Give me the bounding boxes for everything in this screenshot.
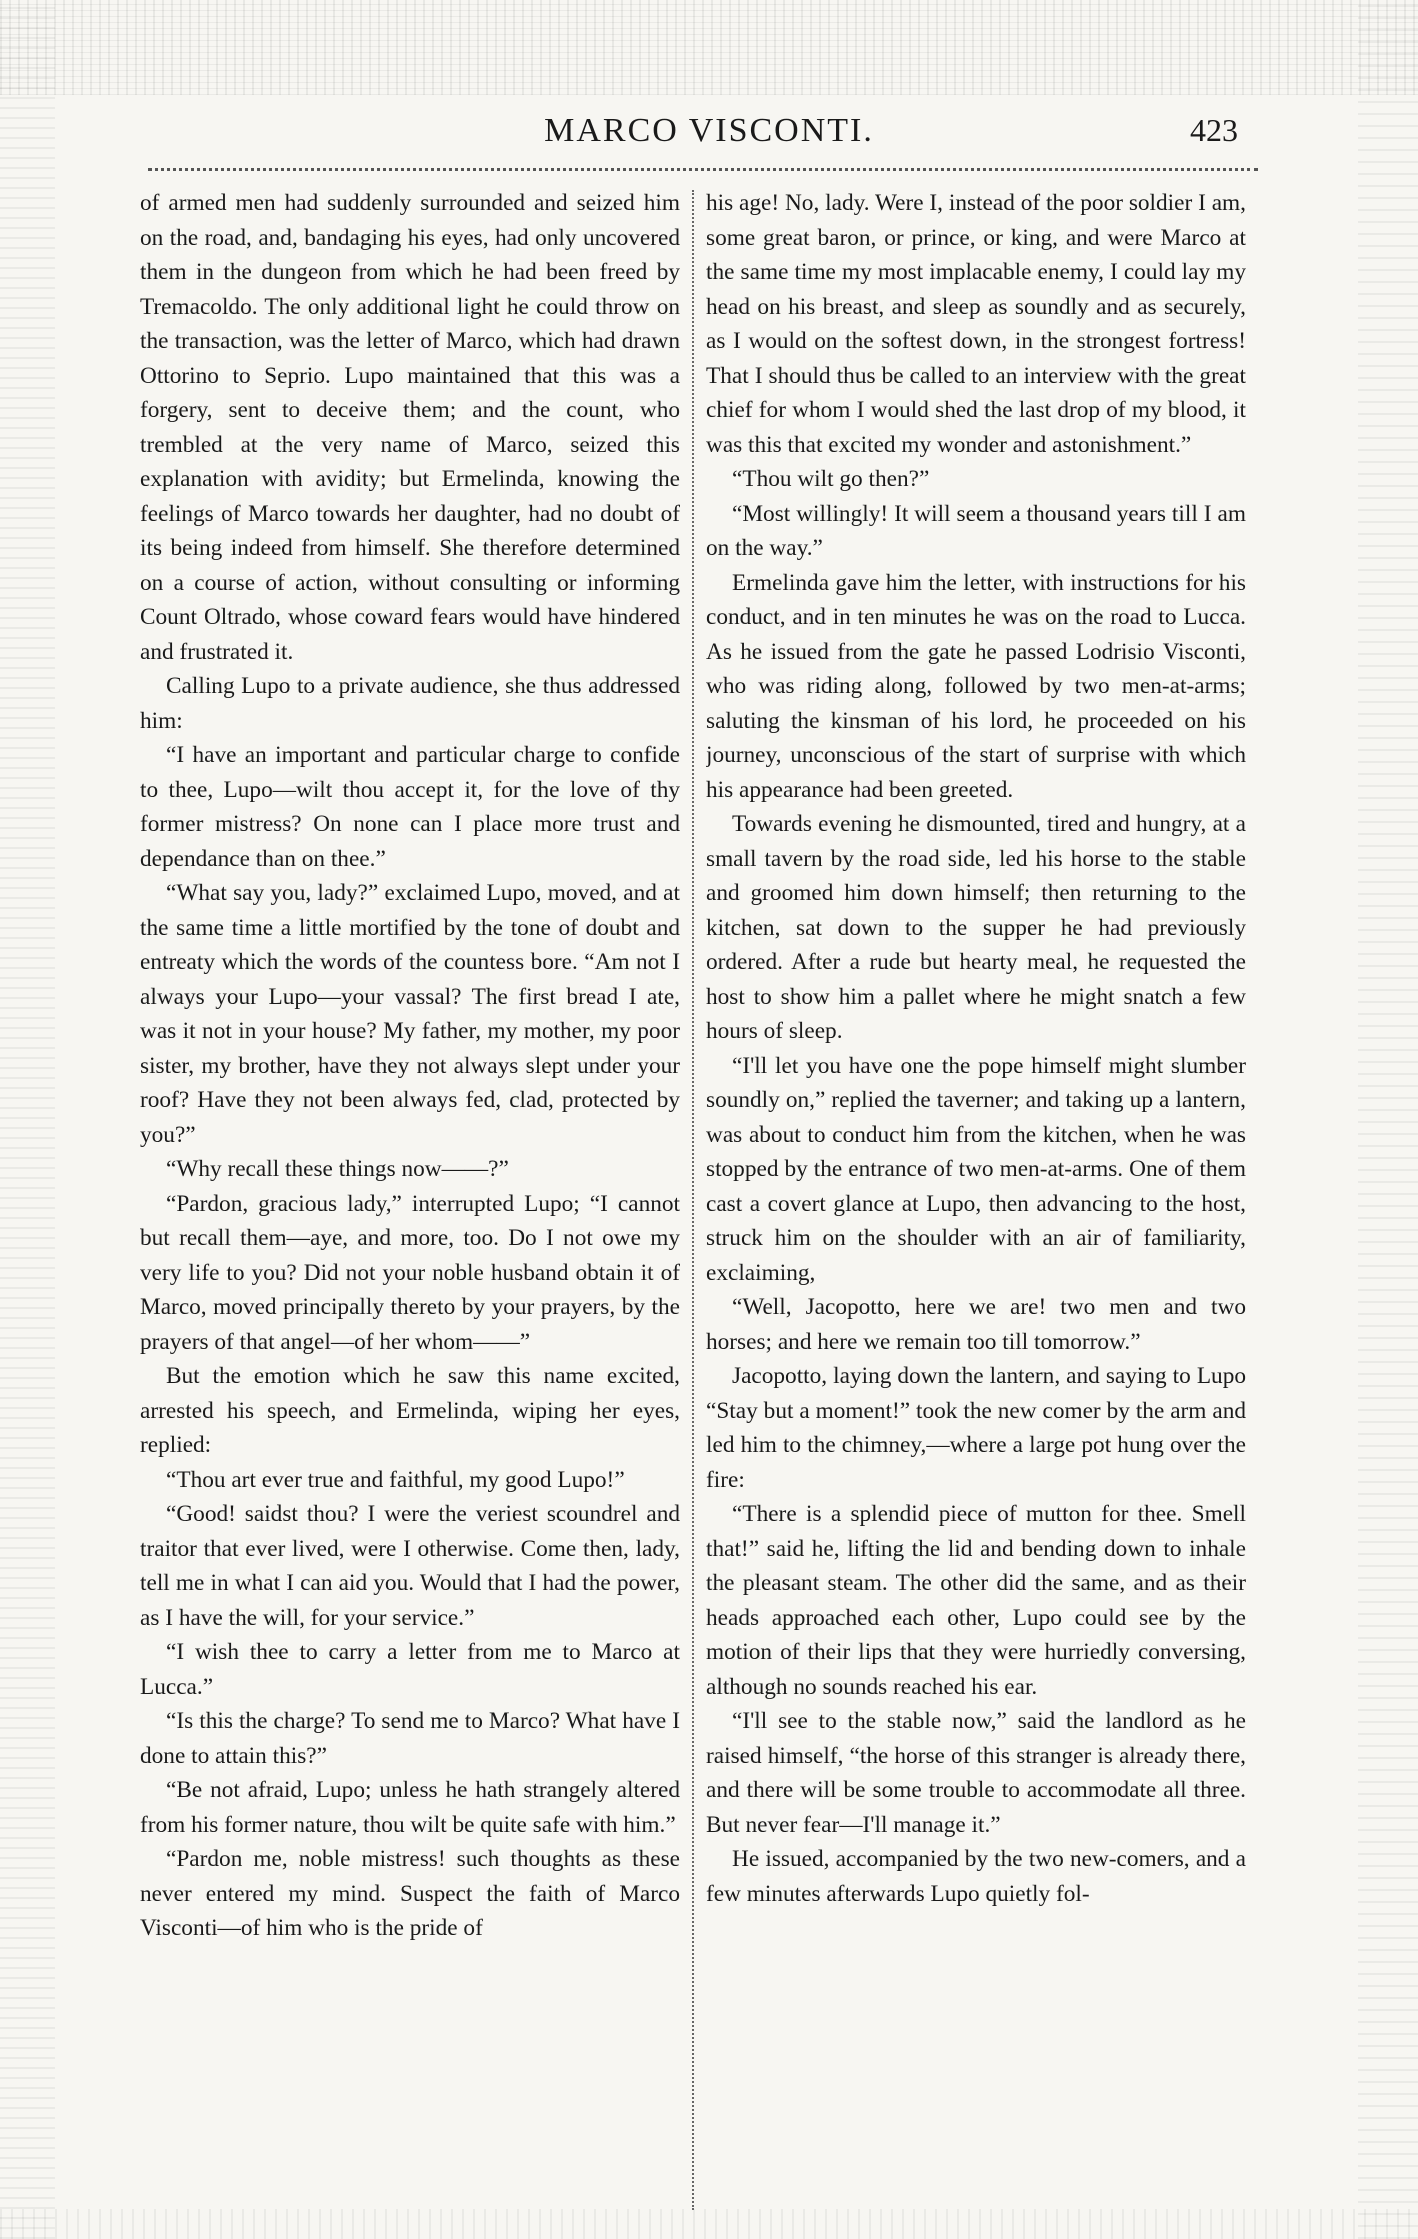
paragraph: Towards evening he dismounted, tired and hungry, at a small tavern by the road side, led his horse to the stable and groomed him down himself; then returning to the kitchen, sat down to the supper he had previously ordered. After a rude but hearty meal, he requested the host to show him a pallet where he might snatch a few hours of sleep. xyxy=(706,811,1246,1044)
scan-noise-right xyxy=(1358,0,1418,2239)
scan-noise-top xyxy=(0,0,1418,95)
right-column xyxy=(706,186,1246,2216)
running-head xyxy=(0,112,1418,162)
page-number: 423 xyxy=(1190,112,1238,148)
paragraph: “Thou art ever true and faithful, my good Lupo!” xyxy=(166,1466,625,1493)
header-rule xyxy=(148,168,1258,171)
paragraph: “There is a splendid piece of mutton for thee. Smell that!” said he, lifting the lid and bending down to inhale the pleasant steam. The other did the same, and as their heads approached each other, Lupo could see by the motion of their lips that they were hurriedly conversing, although no sounds reached his ear. xyxy=(706,1501,1246,1700)
column-divider xyxy=(692,190,694,2210)
paragraph: “Is this the charge? To send me to Marco? What have I done to attain this?” xyxy=(140,1708,680,1769)
paragraph: his age! No, lady. Were I, instead of the poor soldier I am, some great baron, or prince, or king, and were Marco at the same time my most implacable enemy, I could lay my head on his breast, and sleep as soundly and as securely, as I would on the softest down, in the strongest fortress! That I should thus be called to an interview with the great chief for whom I would shed the last drop of my blood, it was this that excited my wonder and astonishment.” xyxy=(706,190,1246,458)
paragraph: “I'll see to the stable now,” said the landlord as he raised himself, “the horse of this stranger is already there, and there will be some trouble to accommodate all three. But never fear—I'll manage it.” xyxy=(706,1708,1246,1838)
paragraph: “Most willingly! It will seem a thousand years till I am on the way.” xyxy=(706,500,1246,561)
paragraph: Jacopotto, laying down the lantern, and saying to Lupo “Stay but a moment!” took the new comer by the arm and led him to the chimney,—where a large pot hung over the fire: xyxy=(706,1363,1246,1493)
paragraph: But the emotion which he saw this name excited, arrested his speech, and Ermelinda, wiping her eyes, replied: xyxy=(140,1363,680,1458)
left-column xyxy=(140,186,680,2216)
paragraph: “Thou wilt go then?” xyxy=(732,466,930,492)
paragraph: “Well, Jacopotto, here we are! two men and two horses; and here we remain too till tomorrow.” xyxy=(706,1294,1246,1355)
paragraph: “What say you, lady?” exclaimed Lupo, moved, and at the same time a little mortified by the tone of doubt and entreaty which the words of the countess bore. “Am not I always your Lupo—your vassal? The first bread I ate, was it not in your house? My father, my mother, my poor sister, my brother, have they not always slept under your roof? Have they not been always fed, clad, protected by you?” xyxy=(140,880,680,1148)
paragraph: of armed men had suddenly surrounded and seized him on the road, and, bandaging his eyes, had only uncovered them in the dungeon from which he had been freed by Tremacoldo. The only additional light he could throw on the transaction, was the letter of Marco, which had drawn Ottorino to Seprio. Lupo maintained that this was a forgery, sent to deceive them; and the count, who trembled at the very name of Marco, seized this explanation with avidity; but Ermelinda, knowing the feelings of Marco towards her daughter, had no doubt of its being indeed from himself. She therefore determined on a course of action, without consulting or informing Count Oltrado, whose coward fears would have hindered and frustrated it. xyxy=(140,190,680,665)
paragraph: “Pardon me, noble mistress! such thoughts as these never entered my mind. Suspect the faith of Marco Visconti—of him who is the pride of xyxy=(140,1846,680,1941)
paragraph: He issued, accompanied by the two new-comers, and a few minutes afterwards Lupo quietly fol- xyxy=(706,1846,1246,1907)
paragraph: “Pardon, gracious lady,” interrupted Lupo; “I cannot but recall them—aye, and more, too. Do I not owe my very life to you? Did not your noble husband obtain it of Marco, moved principally thereto by your prayers, by the prayers of that angel—of her whom——” xyxy=(140,1190,680,1355)
paragraph: “I'll let you have one the pope himself might slumber soundly on,” replied the taverner; and taking up a lantern, was about to conduct him from the kitchen, when he was stopped by the entrance of two men-at-arms. One of them cast a covert glance at Lupo, then advancing to the host, struck him on the shoulder with an air of familiarity, exclaiming, xyxy=(706,1052,1246,1286)
paragraph: “Be not afraid, Lupo; unless he hath strangely altered from his former nature, thou wilt be quite safe with him.” xyxy=(140,1777,680,1838)
running-title: MARCO VISCONTI. xyxy=(544,112,874,149)
paragraph: “Why recall these things now——?” xyxy=(166,1156,509,1182)
paragraph: “I wish thee to carry a letter from me to Marco at Lucca.” xyxy=(140,1639,680,1700)
paragraph: “I have an important and particular charge to confide to thee, Lupo—wilt thou accept it, for the love of thy former mistress? On none can I place more trust and dependance than on thee.” xyxy=(140,742,680,872)
paragraph: Calling Lupo to a private audience, she thus addressed him: xyxy=(140,673,680,734)
paragraph: Ermelinda gave him the letter, with instructions for his conduct, and in ten minutes he was on the road to Lucca. As he issued from the gate he passed Lodrisio Visconti, who was riding along, followed by two men-at-arms; saluting the kinsman of his lord, he proceeded on his journey, unconscious of the start of surprise with which his appearance had been greeted. xyxy=(706,569,1246,803)
paragraph: “Good! saidst thou? I were the veriest scoundrel and traitor that ever lived, were I otherwise. Come then, lady, tell me in what I can aid you. Would that I had the power, as I have the will, for your service.” xyxy=(140,1501,680,1631)
scan-noise-left xyxy=(0,0,55,2239)
